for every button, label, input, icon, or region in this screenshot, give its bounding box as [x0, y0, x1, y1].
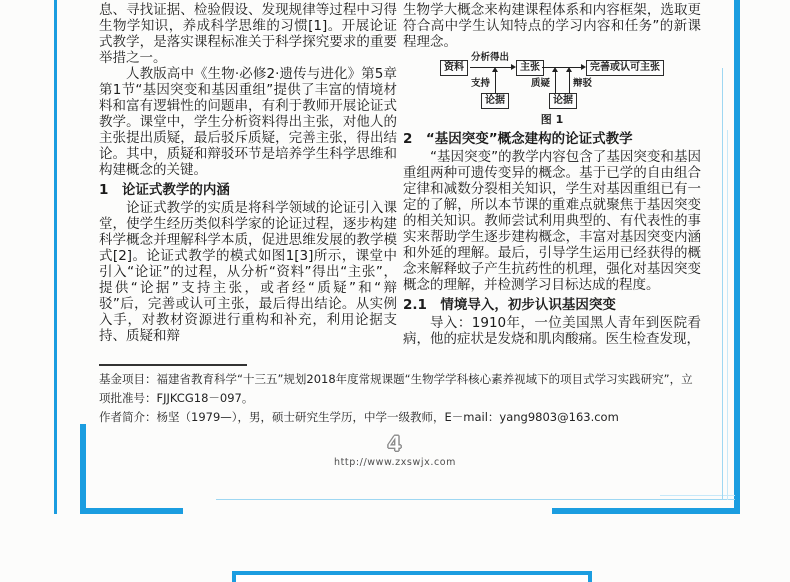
figure-1-diagram — [403, 53, 701, 127]
footnote-line: 项批准号：FJJKCG18－097。 — [99, 391, 254, 405]
frame-thin-line-bottom — [216, 499, 735, 500]
page-number: 4 — [387, 432, 403, 456]
next-page-frame — [232, 571, 592, 582]
figure-node-ziliao: 资料 — [440, 60, 468, 76]
arrow-up-icon — [552, 67, 558, 72]
arrow-line — [542, 67, 584, 68]
left-column — [99, 2, 397, 344]
paragraph: “基因突变”的教学内容包含了基因突变和基因重组两种可遗传变异的概念。基于已学的自由组合定律和减数分裂相关知识，学生对基因重组已有一定的了解，所以本节课的重难点就聚焦于基因突变的相关知识。教师尝试利用典型的、有代表性的事实来帮助学生逐步建构概念，丰富对基因突变内涵和外延的理解。最后，引导学生运用已经获得的概念来解释蚊子产生抗药性的机理，强化对基因突变概念的理解，并检测学习目标达成的程度。 — [403, 149, 701, 293]
figure-label-zhichi: 支持 — [471, 78, 491, 89]
arrow-up-icon — [492, 67, 498, 72]
figure-label-fenxidechu: 分析得出 — [471, 52, 510, 63]
section-heading-2-1: 2.1 情境导入，初步认识基因突变 — [403, 297, 616, 313]
frame-line-bottom-right — [552, 508, 740, 514]
frame-thin-line-bottom-2 — [660, 495, 735, 496]
arrow-up-icon — [566, 67, 572, 72]
journal-url: http://www.zxswjx.com — [333, 457, 457, 468]
figure-label-zhiyi: 质疑 — [531, 78, 551, 89]
paragraph: 人教版高中《生物·必修2·遗传与进化》第5章第1节“基因突变和基因重组”提供了丰富的情境材料和富有逻辑性的问题串，有利于教师开展论证式教学。课堂中，学生分析资料得出主张，对他人的主张提出质疑，最后驳斥质疑，完善主张，得出结论。其中，质疑和辩驳环节是培养学生科学思维和构建概念的关键。 — [99, 66, 397, 178]
arrow-line — [495, 71, 496, 93]
figure-node-wanshan: 完善或认可主张 — [586, 60, 664, 76]
figure-caption: 图 1 — [540, 113, 564, 126]
footnote-line: 作者简介：杨坚（1979—），男，硕士研究生学历，中学一级教师，E－mail：yang9803@163.com — [99, 410, 619, 424]
section-heading-2: 2 “基因突变”概念建构的论证式教学 — [403, 131, 633, 147]
paragraph: 生物学大概念来构建课程体系和内容框架，选取更符合高中学生认知特点的学习内容和任务”的新课程理念。 — [403, 2, 701, 50]
figure-node-lunju-1: 论据 — [481, 93, 509, 109]
footnote — [99, 370, 741, 427]
arrow-line — [569, 71, 570, 93]
paragraph: 论证式教学的实质是将科学领域的论证引入课堂，使学生经历类似科学家的论证过程，逐步构建科学概念并理解科学本质，促进思维发展的教学模式[2]。论证式教学的模式如图1[3]所示，课堂中引入“论证”的过程，从分析“资料”得出“主张”，提供“论据”支持主张，或者经“质疑”和“辩驳”后，完善或认可主张，最后得出结论。从实例入手，对教材资源进行重构和补充，利用论据支持、质疑和辩 — [99, 200, 397, 344]
section-heading-1: 1 论证式教学的内涵 — [99, 182, 230, 198]
figure-node-zhuzhang: 主张 — [516, 60, 544, 76]
arrow-line — [555, 71, 556, 93]
paragraph: 息、寻找证据、检验假设、发现规律等过程中习得生物学知识，养成科学思维的习惯[1]。开展论证式教学，是落实课程标准关于科学探究要求的重要举措之一。 — [99, 2, 397, 66]
frame-corner-left-horizontal — [80, 508, 183, 514]
paragraph: 导入：1910年，一位美国黑人青年到医院看病，他的症状是发烧和肌肉酸痛。医生检查发现， — [403, 315, 701, 347]
figure-node-lunju-2: 论据 — [549, 93, 577, 109]
footnote-divider — [99, 364, 247, 366]
right-column — [403, 2, 701, 347]
figure-label-bianbo: 辩驳 — [573, 78, 593, 89]
footnote-line: 基金项目：福建省教育科学“十三五”规划2018年度常规课题“生物学学科核心素养视域下的项目式学习实践研究”，立 — [99, 372, 693, 386]
